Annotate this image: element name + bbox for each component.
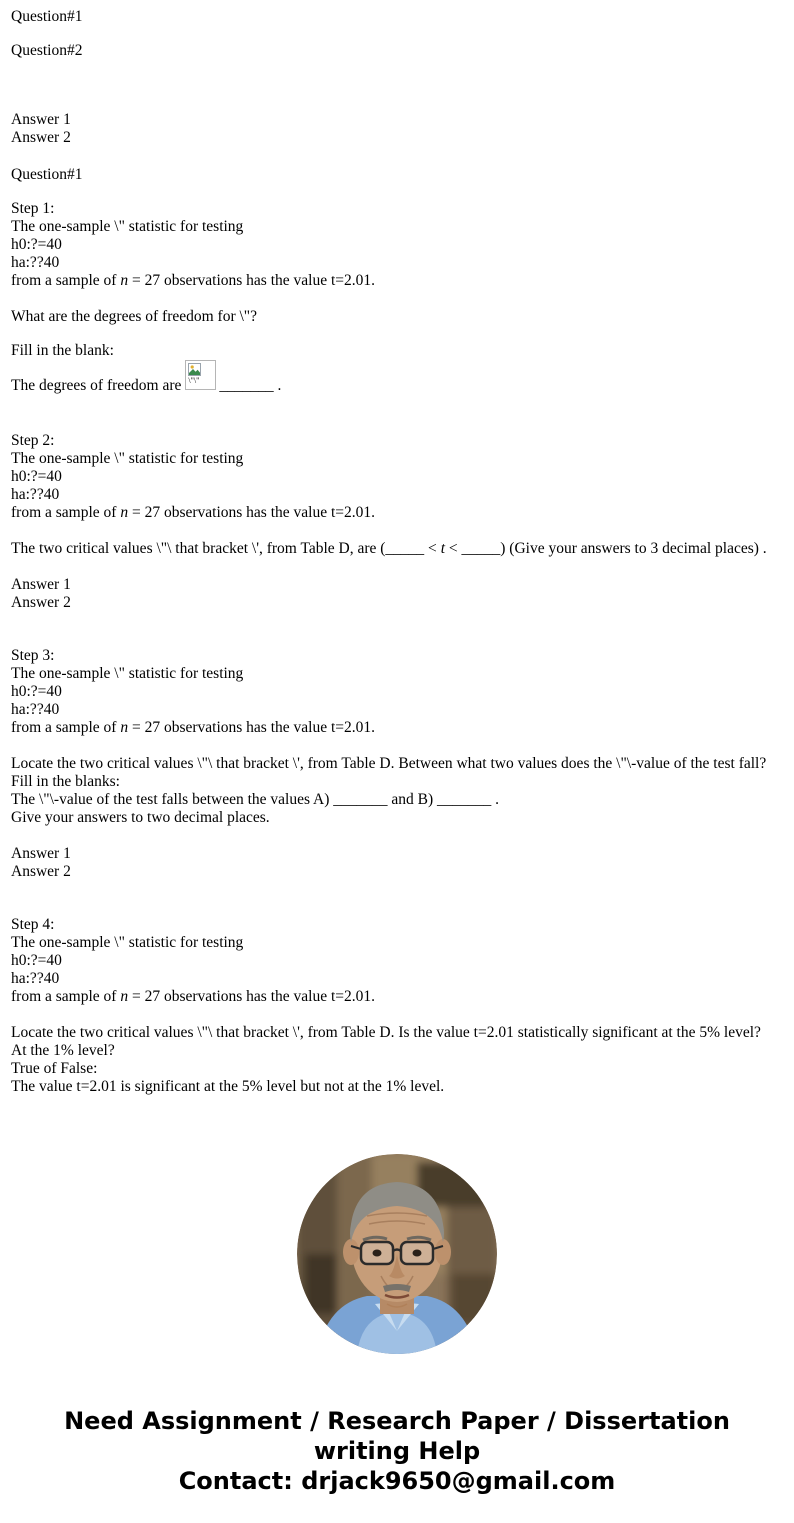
n-variable: n	[120, 272, 129, 289]
step3-between-line: The \"\-value of the test falls between the values A) _______ and B) _______ .	[11, 791, 500, 808]
intro-line-ha: ha:??40	[11, 701, 60, 718]
intro-line-h0: h0:?=40	[11, 468, 62, 485]
intro-line-sample	[11, 988, 774, 1006]
sample-suffix: = 27 observations has the value t=2.01.	[128, 272, 376, 289]
step-4-section	[11, 916, 774, 1096]
instructor-avatar	[297, 1154, 497, 1354]
sample-prefix: from a sample of	[11, 719, 121, 736]
intro-line-sample	[11, 719, 774, 737]
broken-image-icon	[188, 363, 201, 376]
broken-image	[185, 360, 216, 390]
intro-line-testing: The one-sample \" statistic for testing	[11, 934, 244, 951]
step3-fill-label: Fill in the blanks:	[11, 773, 120, 790]
critical-prefix: The two critical values \"\ that bracket \', from Table D, are (_____ <	[11, 540, 441, 557]
question-label-2: Question#2	[11, 42, 83, 59]
step1-fill-label: Fill in the blank:	[11, 342, 114, 359]
step-3-section	[11, 647, 774, 881]
critical-suffix: < _____) (Give your answers to 3 decimal places) .	[445, 540, 767, 557]
intro-line-h0: h0:?=40	[11, 236, 62, 253]
intro-line-ha: ha:??40	[11, 970, 60, 987]
step3-locate-line: Locate the two critical values \"\ that bracket \', from Table D. Between what two values does the \"\-value of the test fall?	[11, 755, 767, 772]
n-variable: n	[120, 504, 129, 521]
step3-decimals-note: Give your answers to two decimal places.	[11, 809, 270, 826]
step-title: Step 1:	[11, 200, 55, 217]
sample-prefix: from a sample of	[11, 504, 121, 521]
answer-label-1: Answer 1	[11, 576, 71, 593]
step1-question: What are the degrees of freedom for \"?	[11, 308, 258, 325]
step4-final-statement: The value t=2.01 is significant at the 5% level but not at the 1% level.	[11, 1078, 445, 1095]
footer-line-2: writing Help	[313, 1437, 481, 1465]
step1-dof-line	[11, 360, 774, 395]
intro-line-ha: ha:??40	[11, 254, 60, 271]
sample-prefix: from a sample of	[11, 272, 121, 289]
intro-line-testing: The one-sample \" statistic for testing	[11, 218, 244, 235]
step-title: Step 4:	[11, 916, 55, 933]
step4-truefalse-label: True of False:	[11, 1060, 98, 1077]
n-variable: n	[120, 988, 129, 1005]
answer-label-2: Answer 2	[11, 129, 71, 146]
answer-label-2: Answer 2	[11, 594, 71, 611]
step-2-section	[11, 432, 774, 612]
intro-line-sample	[11, 272, 774, 290]
intro-line-h0: h0:?=40	[11, 683, 62, 700]
intro-line-ha: ha:??40	[11, 486, 60, 503]
contact-email: Contact: drjack9650@gmail.com	[178, 1467, 616, 1495]
intro-line-h0: h0:?=40	[11, 952, 62, 969]
step-title: Step 3:	[11, 647, 55, 664]
answer-label-2: Answer 2	[11, 863, 71, 880]
answer-label-1: Answer 1	[11, 111, 71, 128]
n-variable: n	[120, 719, 129, 736]
intro-line-sample	[11, 504, 774, 522]
question-label-1: Question#1	[11, 8, 83, 25]
intro-line-testing: The one-sample \" statistic for testing	[11, 450, 244, 467]
step4-locate-line: Locate the two critical values \"\ that bracket \', from Table D. Is the value t=2.01 statistically significant at the 5% level? At the 1% level?	[11, 1024, 761, 1059]
sample-prefix: from a sample of	[11, 988, 121, 1005]
sample-suffix: = 27 observations has the value t=2.01.	[128, 988, 376, 1005]
section-title: Question#1	[11, 166, 83, 183]
footer-line-1: Need Assignment / Research Paper / Dissertation	[64, 1407, 730, 1435]
answer-label-1: Answer 1	[11, 845, 71, 862]
t-variable: t	[440, 540, 445, 557]
sample-suffix: = 27 observations has the value t=2.01.	[128, 719, 376, 736]
instructor-portrait-icon	[297, 1154, 497, 1354]
footer-banner	[0, 1406, 794, 1496]
step-1-section	[11, 200, 774, 395]
step-title: Step 2:	[11, 432, 55, 449]
dof-blank: _______ .	[219, 377, 282, 394]
intro-line-testing: The one-sample \" statistic for testing	[11, 665, 244, 682]
sample-suffix: = 27 observations has the value t=2.01.	[128, 504, 376, 521]
step2-critical-values-line	[11, 540, 774, 558]
broken-image-alt-text: \"\"	[188, 376, 200, 385]
dof-prefix: The degrees of freedom are	[11, 377, 182, 394]
